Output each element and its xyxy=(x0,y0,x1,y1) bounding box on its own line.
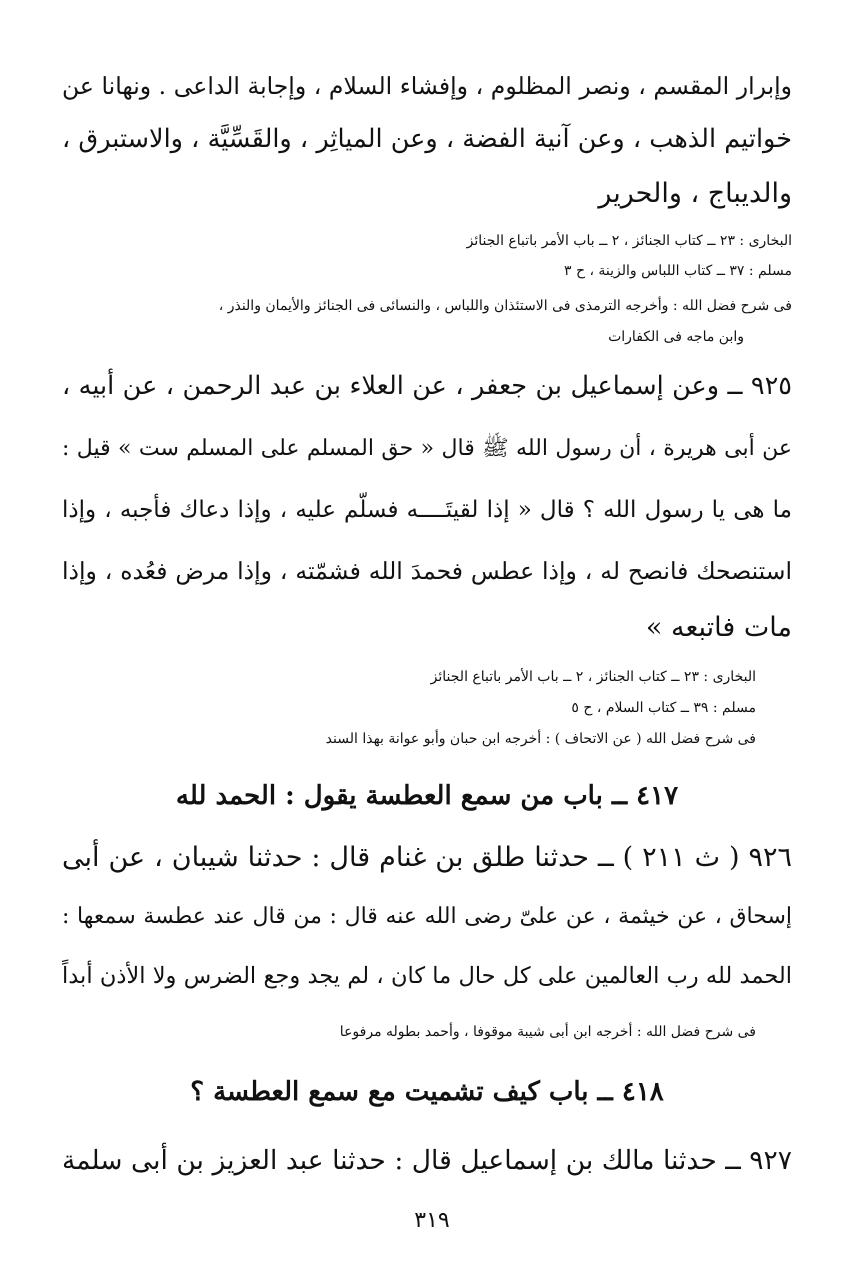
chapter-heading: ٤١٧ ــ باب من سمع العطسة يقول : الحمد لله xyxy=(175,781,679,811)
page-number: ٣١٩ xyxy=(414,1208,450,1233)
footnote-line: فى شرح فضل الله ( عن الاتحاف ) : أخرجه ابن حبان وأبو عوانة بهذا السند xyxy=(325,731,756,747)
footnote-line: وابن ماجه فى الكفارات xyxy=(608,329,744,345)
text-line: خواتيم الذهب ، وعن آنية الفضة ، وعن المياثِر ، والقَسِّيَّة ، والاستبرق ، xyxy=(62,124,792,154)
hadith-line: مات فاتبعه » xyxy=(645,612,792,643)
footnote-line: فى شرح فضل الله : أخرجه ابن أبى شيبة موقوفا ، وأحمد بطوله مرفوعا xyxy=(339,1024,756,1040)
chapter-heading: ٤١٨ ــ باب كيف تشميت مع سمع العطسة ؟ xyxy=(190,1077,664,1107)
footnote-line: مسلم : ٣٩ ــ كتاب السلام ، ح ٥ xyxy=(571,700,756,716)
hadith-line: إسحاق ، عن خيثمة ، عن علىّ رضى الله عنه قال : من قال عند عطسة سمعها : xyxy=(62,904,792,929)
text-line: والديباج ، والحرير xyxy=(598,178,792,209)
text-line: وإبرار المقسم ، ونصر المظلوم ، وإفشاء السلام ، وإجابة الداعى . ونهانا عن xyxy=(62,72,792,100)
footnote-line: فى شرح فضل الله : وأخرجه الترمذى فى الاستئذان واللباس ، والنسائى فى الجنائز والأيمان والنذر ، xyxy=(218,298,792,314)
hadith-line: عن أبى هريرة ، أن رسول الله ﷺ قال « حق المسلم على المسلم ست » قيل : xyxy=(62,436,792,461)
hadith-line: ٩٢٧ ــ حدثنا مالك بن إسماعيل قال : حدثنا عبد العزيز بن أبى سلمة xyxy=(62,1145,792,1176)
footnote-line: مسلم : ٣٧ ــ كتاب اللباس والزينة ، ح ٣ xyxy=(563,263,792,279)
hadith-line: الحمد لله رب العالمين على كل حال ما كان ، لم يجد وجع الضرس ولا الأذن أبداً xyxy=(62,963,792,989)
hadith-line: ٩٢٥ ــ وعن إسماعيل بن جعفر ، عن العلاء بن عبد الرحمن ، عن أبيه ، xyxy=(62,371,792,401)
footnote-line: البخارى : ٢٣ ــ كتاب الجنائز ، ٢ ــ باب الأمر باتباع الجنائز xyxy=(466,233,792,249)
hadith-line: ٩٢٦ ( ث ٢١١ ) ــ حدثنا طلق بن غنام قال : حدثنا شيبان ، عن أبى xyxy=(62,842,793,873)
hadith-line: استنصحك فانصح له ، وإذا عطس فحمدَ الله فشمّته ، وإذا مرض فعُده ، وإذا xyxy=(62,557,792,585)
hadith-line: ما هى يا رسول الله ؟ قال « إذا لقيتَــــه فسلّم عليه ، وإذا دعاك فأجبه ، وإذا xyxy=(62,497,792,523)
footnote-line: البخارى : ٢٣ ــ كتاب الجنائز ، ٢ ــ باب الأمر باتباع الجنائز xyxy=(430,669,756,685)
